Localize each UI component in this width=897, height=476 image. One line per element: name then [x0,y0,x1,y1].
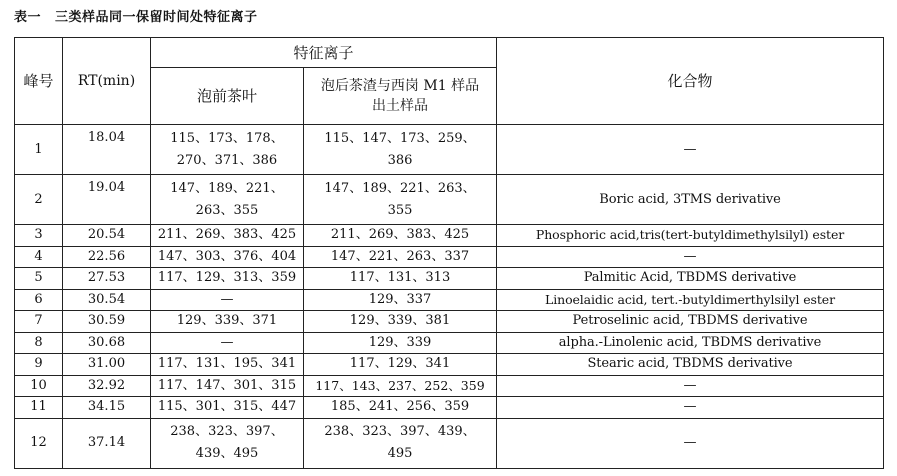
compound-cell: Phosphoric acid,tris(tert-butyldimethylsilyl) ester [497,225,884,247]
rt-cell: 20.54 [63,225,151,247]
header-compound: 化合物 [497,38,884,125]
ions-before-cell: 117、131、195、341 [151,354,304,376]
ions-after-cell: 117、129、341 [304,354,497,376]
peak-cell: 8 [15,332,63,354]
ions-after-cell: 117、131、313 [304,268,497,290]
rt-cell: 34.15 [63,397,151,419]
ions-after-cell: 129、339 [304,332,497,354]
caption-title: 三类样品同一保留时间处特征离子 [55,10,258,25]
ions-after-cell: 147、221、263、337 [304,246,497,268]
ions-before-cell: 115、173、178、270、371、386 [151,125,304,175]
ions-after-cell: 238、323、397、439、495 [304,418,497,468]
caption-label: 表一 [14,10,42,25]
compound-cell: Stearic acid, TBDMS derivative [497,354,884,376]
table-row [15,289,884,311]
table-row [15,397,884,419]
ions-before-cell: 147、303、376、404 [151,246,304,268]
table-row [15,375,884,397]
header-ions: 特征离子 [151,38,497,68]
peak-cell: 11 [15,397,63,419]
header-rt: RT(min) [63,38,151,125]
peak-cell: 4 [15,246,63,268]
peak-cell: 10 [15,375,63,397]
ion-table [14,37,884,469]
ions-after-cell: 185、241、256、359 [304,397,497,419]
compound-cell: — [497,125,884,175]
table-row [15,354,884,376]
compound-cell: alpha.-Linolenic acid, TBDMS derivative [497,332,884,354]
rt-cell: 19.04 [63,175,151,225]
rt-cell: 30.54 [63,289,151,311]
peak-cell: 12 [15,418,63,468]
ions-before-cell: 117、147、301、315 [151,375,304,397]
rt-cell: 27.53 [63,268,151,290]
peak-cell: 9 [15,354,63,376]
compound-cell: Boric acid, 3TMS derivative [497,175,884,225]
rt-cell: 30.68 [63,332,151,354]
ions-after-cell: 129、339、381 [304,311,497,333]
ions-before-cell: 147、189、221、263、355 [151,175,304,225]
peak-cell: 3 [15,225,63,247]
rt-cell: 37.14 [63,418,151,468]
rt-cell: 22.56 [63,246,151,268]
peak-cell: 1 [15,125,63,175]
table-row [15,225,884,247]
ions-after-cell: 117、143、237、252、359 [304,375,497,397]
compound-cell: — [497,375,884,397]
peak-cell: 5 [15,268,63,290]
ions-before-cell: 115、301、315、447 [151,397,304,419]
peak-cell: 6 [15,289,63,311]
ions-after-cell: 129、337 [304,289,497,311]
ions-after-cell: 115、147、173、259、386 [304,125,497,175]
rt-cell: 31.00 [63,354,151,376]
header-tea-after: 泡后茶渣与西岗 M1 样品出土样品 [304,68,497,125]
table-row [15,332,884,354]
ions-before-cell: — [151,289,304,311]
table-row [15,268,884,290]
ions-before-cell: 211、269、383、425 [151,225,304,247]
peak-cell: 2 [15,175,63,225]
compound-cell: Palmitic Acid, TBDMS derivative [497,268,884,290]
table-row [15,175,884,225]
rt-cell: 30.59 [63,311,151,333]
ions-before-cell: 117、129、313、359 [151,268,304,290]
compound-cell: — [497,246,884,268]
table-row [15,125,884,175]
header-peak: 峰号 [15,38,63,125]
rt-cell: 32.92 [63,375,151,397]
compound-cell: Petroselinic acid, TBDMS derivative [497,311,884,333]
table-caption [14,6,258,25]
rt-cell: 18.04 [63,125,151,175]
ions-after-cell: 147、189、221、263、355 [304,175,497,225]
compound-cell: — [497,418,884,468]
compound-cell: Linoelaidic acid, tert.-butyldimerthylsilyl ester [497,289,884,311]
table-row [15,418,884,468]
compound-cell: — [497,397,884,419]
table-row [15,311,884,333]
header-tea-before: 泡前茶叶 [151,68,304,125]
ions-before-cell: 129、339、371 [151,311,304,333]
ions-after-cell: 211、269、383、425 [304,225,497,247]
table-row [15,246,884,268]
peak-cell: 7 [15,311,63,333]
ions-before-cell: — [151,332,304,354]
table-body [15,125,884,469]
ions-before-cell: 238、323、397、439、495 [151,418,304,468]
